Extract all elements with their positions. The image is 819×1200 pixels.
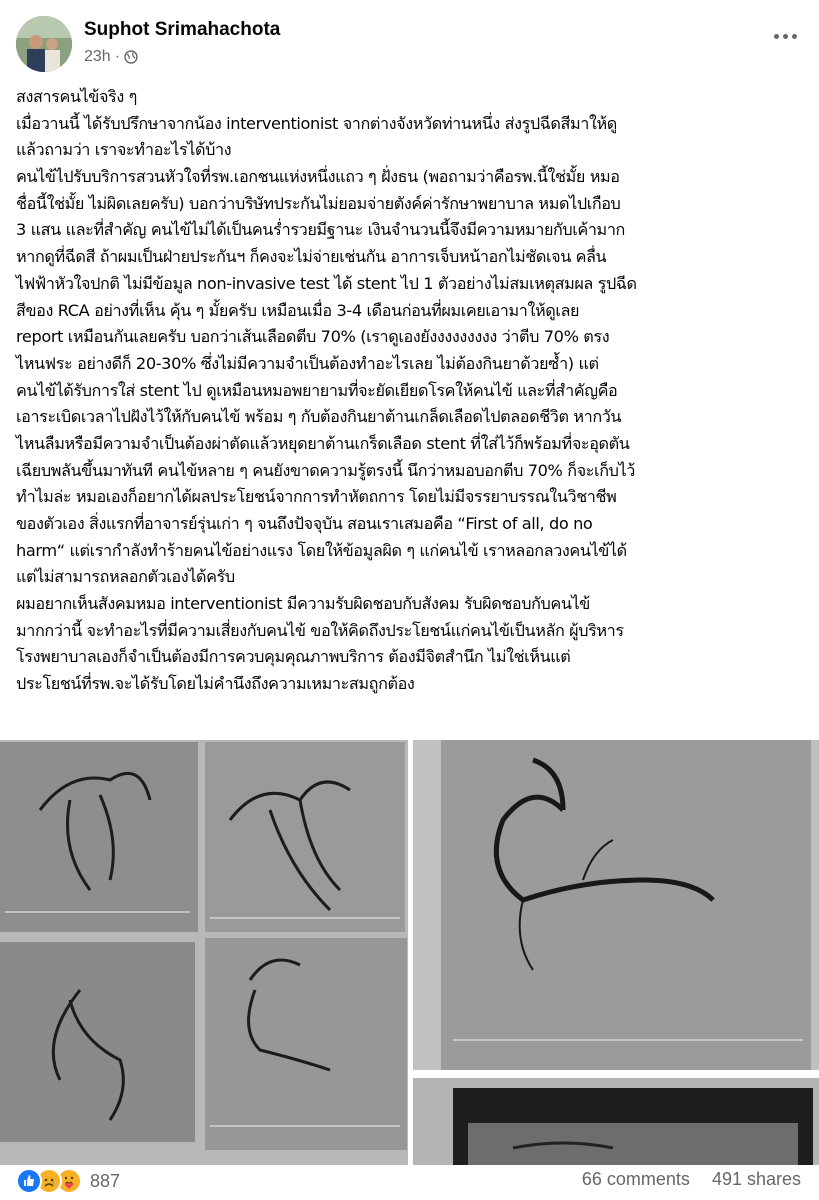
post-line: ทำไมล่ะ หมอเองก็อยากได้ผลประโยชน์จากการทำหัตถการ โดยไม่มีจรรยาบรรณในวิชาชีพ (16, 487, 617, 507)
post-line: report เหมือนกันเลยครับ บอกว่าเส้นเลือดตีบ 70% (เราดูเองยังงงงงงงงง ว่าตีบ 70% ตรง (16, 327, 610, 347)
post-line: ชื่อนี้ใช่มั้ย ไม่ผิดเลยครับ) บอกว่าบริษัทประกันไม่ยอมจ่ายตังค์ค่ารักษาพยาบาล หมดไปเกือบ (16, 193, 621, 213)
shares-count-link[interactable]: 491 shares (711, 1169, 801, 1189)
post-text (16, 84, 806, 698)
post-line: ประโยชน์ที่รพ.จะได้รับโดยไม่คำนึงถึงความเหมาะสมถูกต้อง (16, 674, 415, 694)
post-line: ไฟฟ้าหัวใจปกติ ไม่มีข้อมูล non-invasive test ได้ stent ไป 1 ตัวอย่างไม่สมเหตุสมผล รูปฉีด (16, 273, 637, 293)
post-line: สีของ RCA อย่างที่เห็น คุ้น ๆ มั้ยครับ เหมือนเมื่อ 3-4 เดือนก่อนที่ผมเคยเอามาให้ดูเลย (16, 300, 580, 320)
post-line: ของตัวเอง สิ่งแรกที่อาจารย์รุ่นเก่า ๆ จนถึงปัจจุบัน สอนเราเสมอคือ “First of all, do no (16, 514, 593, 533)
post-line: คนไข้ไปรับบริการสวนหัวใจที่รพ.เอกชนแห่งหนึ่งแถว ๆ ฝั่งธน (พอถามว่าคือรพ.นี้ใช่มั้ย หมอ (16, 167, 620, 187)
post-line: คนไข้ได้รับการใส่ stent ไป ดูเหมือนหมอพยายามที่จะยัดเยียดโรคให้คนไข้ และที่สำคัญคือ (16, 380, 618, 400)
post-line: เมื่อวานนี้ ได้รับปรึกษาจากน้อง interventionist จากต่างจังหวัดท่านหนึ่ง ส่งรูปฉีดสีมาให้ดู (16, 113, 617, 133)
post-line: หากดูที่ฉีดสี ถ้าผมเป็นฝ่ายประกันฯ ก็คงจะไม่จ่ายเช่นกัน อาการเจ็บหน้าอกไม่ชัดเจน คลื่น (16, 247, 607, 267)
more-options-icon[interactable] (771, 30, 799, 42)
angiogram-photo-1[interactable] (0, 740, 408, 1165)
post-line: โรงพยาบาลเองก็จำเป็นต้องมีการควบคุมคุณภาพบริการ ต้องมีจิตสำนึก ไม่ใช่เห็นแต่ (16, 647, 571, 667)
post-line: แต่ไม่สามารถหลอกตัวเองได้ครับ (16, 567, 235, 587)
post-footer (0, 1165, 819, 1200)
reactions-summary[interactable] (16, 1168, 120, 1194)
photo-grid (0, 740, 819, 1165)
post-line: สงสารคนไข้จริง ๆ (16, 87, 137, 106)
post-line: harm“ แต่เรากำลังทำร้ายคนไข้อย่างแรง โดยให้ข้อมูลผิด ๆ แก่คนไข้ เราหลอกลวงคนไข้ได้ (16, 540, 627, 560)
author-avatar[interactable] (16, 16, 72, 72)
post-line: ผมอยากเห็นสังคมหมอ interventionist มีความรับผิดชอบกับสังคม รับผิดชอบกับคนไข้ (16, 594, 590, 614)
comments-count-link[interactable]: 66 comments (581, 1169, 690, 1189)
post-header (0, 0, 819, 80)
post-line: มากกว่านี้ จะทำอะไรที่มีความเสี่ยงกับคนไข้ ขอให้คิดถึงประโยชน์แก่คนไข้เป็นหลัก ผู้บริหาร (16, 620, 624, 640)
post-stats (582, 1169, 801, 1190)
post-line: 3 แสน และที่สำคัญ คนไข้ไม่ได้เป็นคนร่ำรวยมีฐานะ เงินจำนวนนี้จึงมีความหมายกับเค้ามาก (16, 220, 625, 240)
author-name[interactable]: Suphot Srimahachota (84, 19, 281, 40)
post-line: ไหนลืมหรือมีความจำเป็นต้องผ่าตัดแล้วหยุดยาต้านเกร็ดเลือด stent ที่ใส่ไว้ก็พร้อมที่จะอุดตัน (16, 433, 630, 453)
angiogram-photo-2[interactable] (413, 740, 819, 1070)
angiogram-photo-3[interactable] (413, 1078, 819, 1165)
post-line: เฉียบพลันขึ้นมาทันที คนไข้หลาย ๆ คนยังขาดความรู้ตรงนี้ นึกว่าหมอบอกตีบ 70% ก็จะเก็บไว้ (16, 460, 635, 480)
reaction-count: 887 (90, 1170, 121, 1191)
globe-icon (124, 50, 138, 64)
post-line: แล้วถามว่า เราจะทำอะไรได้บ้าง (16, 140, 232, 160)
post-line: ไหนฟระ อย่างดีก็ 20-30% ซึ่งไม่มีความจำเป็นต้องทำอะไรเลย ไม่ต้องกินยาด้วยซ้ำ) แต่ (16, 353, 599, 373)
post-line: เอาระเบิดเวลาไปฝังไว้ให้กับคนไข้ พร้อม ๆ กับต้องกินยาต้านเกล็ดเลือดไปตลอดชีวิต หากวัน (16, 407, 622, 427)
like-icon (16, 1168, 42, 1194)
post-time[interactable]: 23h (84, 48, 111, 65)
post-meta: 23h · (84, 48, 138, 66)
